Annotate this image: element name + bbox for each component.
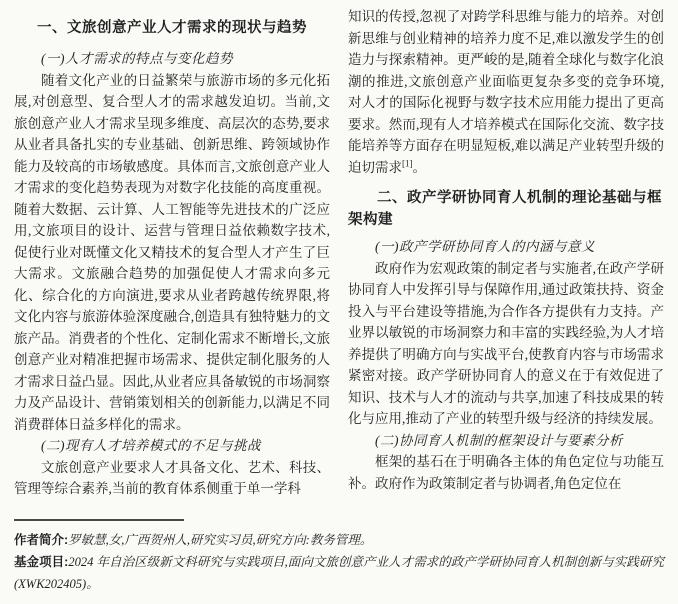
author-note bbox=[14, 529, 664, 551]
paragraph-right-3: 框架的基石在于明确各主体的角色定位与功能互补。政府作为政策制定者与协调者,角色定位在 bbox=[348, 454, 664, 491]
author-note-label: 作者简介: bbox=[14, 533, 69, 547]
fund-note bbox=[14, 551, 664, 595]
fund-note-text: 2024 年自治区级新文科研究与实践项目,面向文旅创意产业人才需求的政产学研协同育人机制创新与实践研究(XWK202405)。 bbox=[14, 555, 664, 591]
paragraph-right-1-text: 知识的传授,忽视了对跨学科思维与能力的培养。对创新思维与创业精神的培养力度不足,难以激发学生的创造力与探索精神。更严峻的是,随着全球化与数字化浪潮的推进,文旅创意产业面临更复杂多变的竞争环境,对人才的国际化视野与数字技术应用能力提出了更高要求。然而,现有人才培养模式在国际化交流、数字技能培养等方面存在明显短板,难以满足产业转型升级的迫切需求 bbox=[348, 9, 664, 175]
footnote-area bbox=[0, 519, 678, 595]
left-column bbox=[14, 6, 330, 515]
paragraph-left-2: 文旅创意产业要求人才具备文化、艺术、科技、管理等综合素养,当前的教育体系侧重于单一学科 bbox=[14, 459, 330, 496]
subsection-heading-1-2: (二)现有人才培养模式的不足与挑战 bbox=[41, 438, 261, 453]
section-heading-2: 二、政产学研协同育人机制的理论基础与框架构建 bbox=[348, 190, 662, 228]
subsection-heading-1-1: (一)人才需求的特点与变化趋势 bbox=[41, 51, 233, 66]
paragraph-right-1-period: 。 bbox=[412, 159, 426, 175]
citation-ref-1: [1] bbox=[402, 158, 413, 168]
right-column bbox=[348, 6, 664, 515]
footnote-separator bbox=[14, 519, 184, 521]
paragraph-right-1 bbox=[348, 6, 664, 178]
paragraph-right-2: 政府作为宏观政策的制定者与实施者,在政产学研协同育人中发挥引导与保障作用,通过政策扶持、资金投入与平台建设等措施,为合作各方提供有力支持。产业界以敏锐的市场洞察力和丰富的实践经验,为人才培养提供了明确方向与实战平台,使教育内容与市场需求紧密对接。政产学研协同育人的意义在于有效促进了知识、技术与人才的流动与共享,加速了科技成果的转化与应用,推动了产业的转型升级与经济的持续发展。 bbox=[348, 260, 664, 426]
section-heading-1: 一、文旅创意产业人才需求的现状与趋势 bbox=[37, 20, 307, 36]
subsection-heading-2-2: (二)协同育人机制的框架设计与要素分析 bbox=[375, 432, 623, 448]
subsection-heading-2-1: (一)政产学研协同育人的内涵与意义 bbox=[375, 239, 595, 254]
paragraph-left-1: 随着文化产业的日益繁荣与旅游市场的多元化拓展,对创意型、复合型人才的需求越发迫切。当前,文旅创意产业人才需求呈现多维度、高层次的态势,要求从业者具备扎实的专业基础、创新思维、跨领域协作能力及较高的市场敏感度。具体而言,文旅创意产业人才需求的变化趋势表现为对数字化技能的高度重视。随着大数据、云计算、人工智能等先进技术的广泛应用,文旅项目的设计、运营与管理日益依赖数字技术,促使行业对既懂文化又精技术的复合型人才产生了巨大需求。文旅融合趋势的加强促使人才需求向多元化、综合化的方向演进,要求从业者跨越传统界限,将文化内容与旅游体验深度融合,创造具有独特魅力的文旅产品。消费者的个性化、定制化需求不断增长,文旅创意产业对精准把握市场需求、提供定制化服务的人才需求日益凸显。因此,从业者应具备敏锐的市场洞察力及产品设计、营销策划相关的创新能力,以满足不同消费群体日益多样化的需求。 bbox=[14, 72, 330, 432]
fund-note-label: 基金项目: bbox=[14, 555, 69, 569]
author-note-text: 罗敏慧,女,广西贺州人,研究实习员,研究方向:教务管理。 bbox=[68, 533, 373, 547]
